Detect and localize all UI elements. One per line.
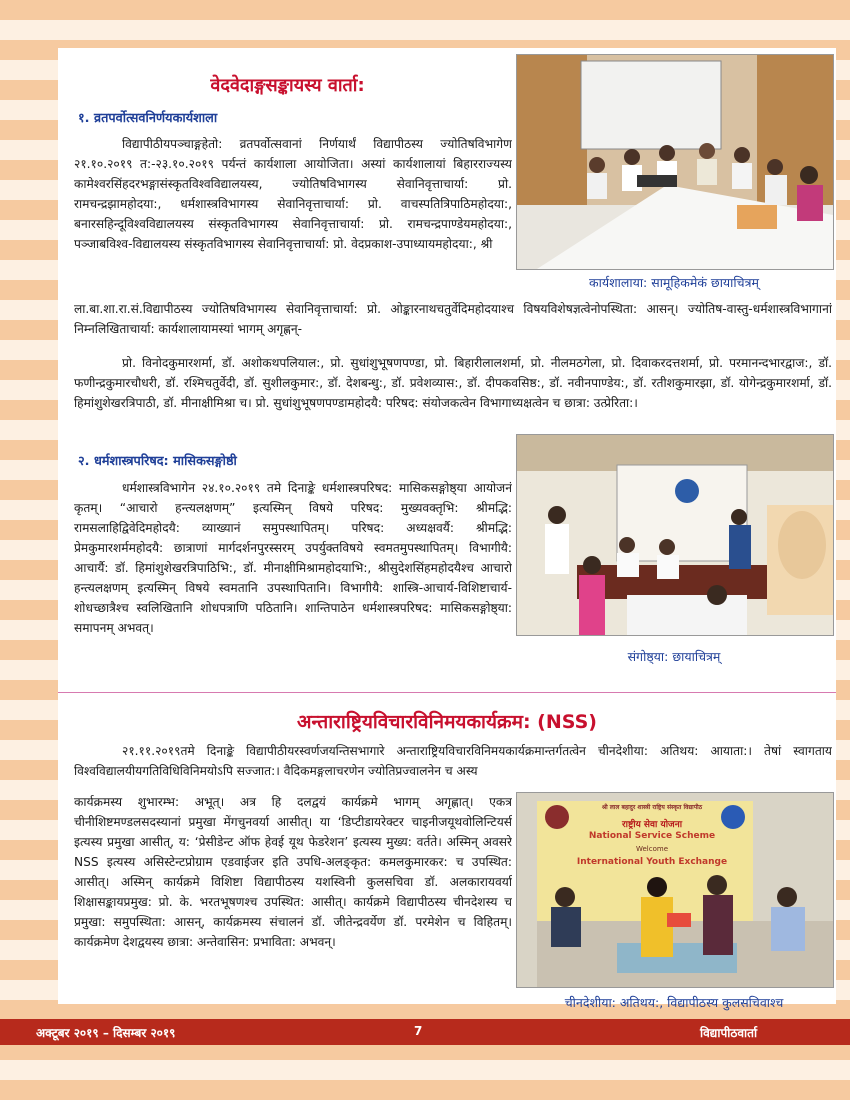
banner-line-5: International Youth Exchange xyxy=(576,857,728,867)
subheading-workshop: १. व्रतपर्वोत्सवनिर्णयकार्यशाला xyxy=(78,111,218,126)
section-title-nss: अन्ताराष्ट्रियविचारविनिमयकार्यक्रम: (NSS) xyxy=(297,711,597,733)
page-footer xyxy=(0,1019,850,1045)
footer-date-range: अक्टूबर २०१९ – दिसम्बर २०१९ xyxy=(36,1026,176,1040)
section-divider xyxy=(58,692,836,693)
footer-magazine-name: विद्यापीठवार्ता xyxy=(700,1026,758,1040)
participants-paragraph: प्रो. विनोदकुमारशर्मा, डॉ. अशोकथपलियाल:, प्रो. सुधांशुभूषणपण्डा, प्रो. बिहारीलालशर्मा, प्रो. नीलमठगेला, प्रो. दिवाकरदत्तशर्मा, प्रो. परमानन्दभारद्वाज:, डॉ. फणीन्द्रकुमारचौधरी, डॉ. रश्मिचतुर्वेदी, डॉ. सुशीलकुमार:, डॉ. देशबन्धु:, डॉ. प्रवेशव्यास:, डॉ. दीपकवसिष्ठ:, डॉ. नवीनपाण्डेय:, डॉ. रतीशकुमारझा, डॉ. योगेन्द्रकुमारशर्मा, डॉ. हिमांशुशेखरत्रिपाठी, डॉ. मीनाक्षीमिश्रा च। प्रो. सुधांशुभूषणपण्डामहोदयै: परिषद: संयोजकत्वेन विभागाध्यक्षत्वेन च छात्रा: उत्प्रेरिता:। xyxy=(74,356,832,410)
footer-page-number: 7 xyxy=(414,1024,423,1038)
workshop-paragraph: विद्यापीठीयपञ्चाङ्गहेतो: व्रतपर्वोत्सवानां निर्णयार्थं विद्यापीठस्य ज्योतिषविभागेण २१.१०.२०१९ त:-२३.१०.२०१९ पर्यन्तं कार्यशाला आयोजिता। अस्यां कार्यशालायां बिहारराज्यस्य कामेश्वरसिंहदरभङ्गासंस्कृतविश्वविद्यालयस्य, ज्योतिषविभागस्य सेवानिवृत्ताचार्या: प्रो. रामचन्द्रझामहोदया:, धर्मशास्त्रविभागस्य सेवानिवृत्ताचार्या: प्रो. वाचस्पतित्रिपाठिमहोदया:, बनारसहिन्दूविश्वविद्यालयस्य संस्कृतविभागस्य सेवानिवृत्ताचार्या: प्रो. रामचन्द्रपाण्डेयमहोदया:, पञ्जाबविश्व-विद्यालयस्य संस्कृतविभागस्य सेवानिवृत्ताचार्या: प्रो. वेदप्रकाश-उपाध्यायमहोदया:, श्री xyxy=(74,137,512,251)
nss-photo-caption: चीनदेशीया: अतिथय:, विद्यापीठस्य कुलसचिवाश्च xyxy=(564,995,784,1010)
subheading-dharmashastra: २. धर्मशास्त्रपरिषद: मासिकसङ्गोष्ठी xyxy=(78,454,237,469)
nss-intro-paragraph: २१.११.२०१९तमे दिनाङ्के विद्यापीठीयरस्वर्णजयन्तिसभागारे अन्ताराष्ट्रियविचारविनिमयकार्यक्रमान्तर्गतत्वेन चीनदेशीया: अतिथय: आयाता:। तेषां स्वागताय विश्वविद्यालयीयगतिविधिविनिमयोऽपि सज्जात:। वैदिकमङ्गलाचरणेन ज्योतिप्रज्वालनेन च अस्य xyxy=(74,744,832,778)
section-title-vedavedanga: वेदवेदाङ्गसङ्कायस्य वार्ता: xyxy=(210,75,365,96)
banner-line-2: राष्ट्रीय सेवा योजना xyxy=(621,820,683,830)
nss-details-paragraph: कार्यक्रमस्य शुभारम्भ: अभूत्। अत्र हि दलद्वयं कार्यक्रमे भागम् अगृह्णात्। एकत्र चीनीशिष्टमण्डलसदस्यानां प्रमुखा मेंगचुनवर्या आसीत्। या ‘डिप्टीडायरेक्टर चाइनीजयूथवोलिन्टियर्स इत्यस्य प्रमुखा आसीत्, य: ‘प्रेसीडेन्ट ऑफ हेवई यूथ फेडरेशन’ इत्यस्य मुख्य: वर्तते। अस्मिन् अवसरे NSS इत्यस्य असिस्टेन्टप्रोग्राम एडवाईजर इति उपधि-अलङ्कृत: कमलकुमारकर: च उपस्थित: आसीत्। अस्मिन् कार्यक्रमे विशिष्टा विद्यापीठस्य यशस्विनी कुलसचिवा डॉ. अलकारायवर्या शिक्षासङ्कायप्रमुख: प्रो. के. भरतभूषणश्च उपस्थित: आसीत्। कार्यक्रमे विद्यापीठस्य चीनदेशस्य च प्रमुखा: समुपस्थिता: आसन्, कार्यक्रमस्य संचालनं डॉ. जीतेन्द्रवर्येण डॉ. परमेशेन च विहितम्। कार्यक्रमेण देशद्वयस्य छात्रा: अन्तेवासिन: प्रभाविता: अभवन्। xyxy=(74,795,512,949)
dharmashastra-paragraph: धर्मशास्त्रविभागेन २४.१०.२०१९ तमे दिनाङ्के धर्मशास्त्रपरिषद: मासिकसङ्गोष्ठ्या आयोजनं कृतम्। “आचारो हन्त्यलक्षणम्” इत्यस्मिन् विषये परिषद: मुख्यवक्तृभि: श्रीमद्भि: रामसलाहिद्विवेदिमहोदयै: व्याख्यानं समुपस्थापितम्। परिषद: अध्यक्षवर्यै: श्रीमद्भि: प्रेमकुमारशर्ममहोदयै: छात्राणां मार्गदर्शनपुरस्सरम् उपर्युक्तविषये स्वमतमुपस्थापितम्। विभागीयै: आचार्यै: डॉ. हिमांशुशेखरत्रिपाठिभि:, डॉ. मीनाक्षीमिश्रामहोदयाभि:, श्रीसुदेशसिंहमहोदयैश्च आचारो हन्त्यलक्षणम् इत्यस्मिन् विषये स्वमतानि उपस्थापितानि। विभागीयै: शास्त्रि-आचार्य-विशिष्टाचार्य-शोधच्छात्रैश्च स्वलिखितानि शोधपत्राणि पठितानि। शान्तिपाठेन धर्मशास्त्रपरिषद: मासिकसङ्गोष्ठ्या: समापनम् अभवत्। xyxy=(74,481,512,635)
banner-line-4: Welcome xyxy=(635,845,669,853)
nss-guests-photo xyxy=(516,792,834,988)
banner-line-3: National Service Scheme xyxy=(588,831,716,841)
seminar-photo-caption: संगोष्ठ्या: छायाचित्रम् xyxy=(627,649,721,664)
workshop-paragraph-continued: ला.बा.शा.रा.सं.विद्यापीठस्य ज्योतिषविभागस्य सेवानिवृत्ताचार्या: प्रो. ओङ्कारनाथचतुर्वेदिमहोदयाश्च विषयविशेषज्ञत्वेनोपस्थिता: आसन्। ज्योतिष-वास्तु-धर्मशास्त्रविभागानां निम्नलिखिताचार्या: कार्यशालायामस्यां भागम् अगृह्णन्- xyxy=(74,302,832,336)
workshop-photo-caption: कार्यशालाया: सामूहिकमेकं छायाचित्रम् xyxy=(589,275,759,290)
banner-line-1: श्री लाल बहादुर शास्त्री राष्ट्रिय संस्कृत विद्यापीठ xyxy=(601,804,703,811)
workshop-group-photo xyxy=(516,54,834,270)
seminar-photo xyxy=(516,434,834,636)
